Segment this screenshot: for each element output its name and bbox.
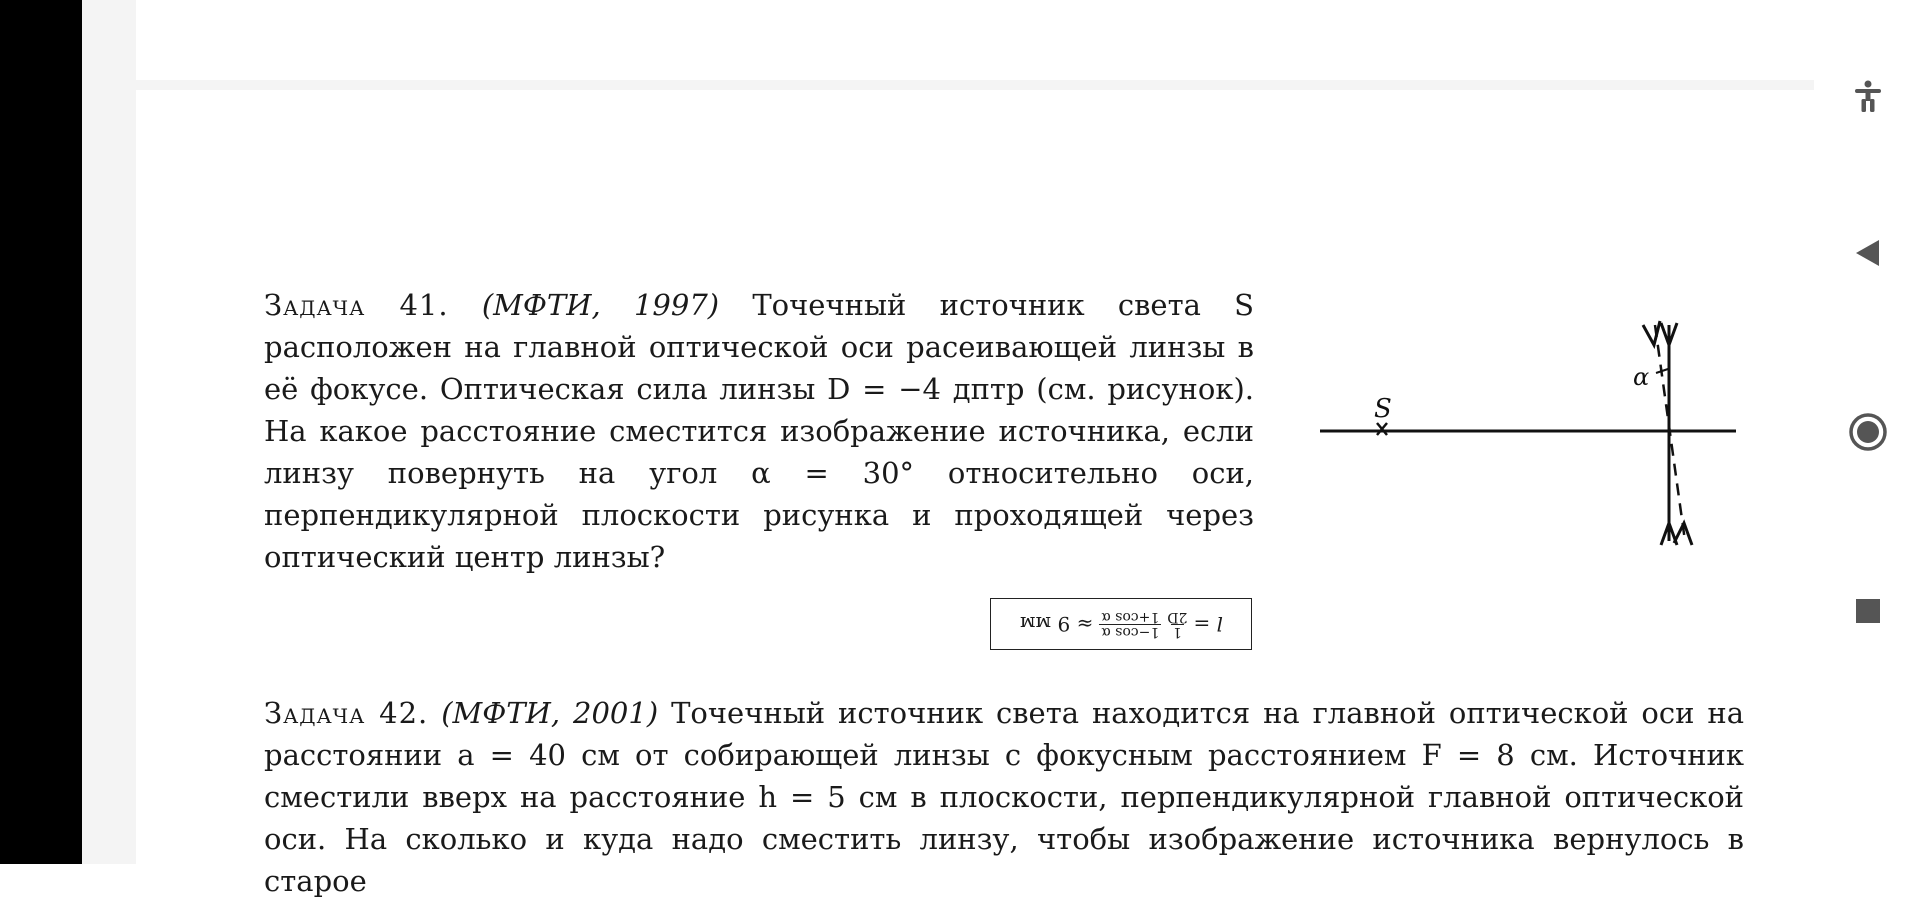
problem-42-text: Точечный источник света находится на главной оптической оси на расстоянии a = 40 см от собирающей линзы с фокусным расстоянием F = 8 см. Источник сместили вверх на расстояние h = 5 см в плоскости, перпендикулярной главной оптической оси. На сколько и куда надо сместить линзу, чтобы изображение источника вернулось в старое (264, 696, 1744, 898)
home-icon (1848, 412, 1888, 452)
problem-42-label: Задача 42. (264, 696, 429, 730)
accessibility-button[interactable] (1846, 74, 1890, 118)
answer-frac-2: 1−cos α 1+cos α (1100, 608, 1159, 640)
previous-page (136, 0, 1814, 80)
back-button[interactable] (1846, 231, 1890, 275)
problem-42 (264, 692, 1744, 902)
problem-42-source: (МФТИ, 2001) (441, 696, 659, 730)
lens-diagram (1310, 305, 1740, 555)
angle-label: α (1633, 363, 1650, 391)
answer-41-formula (1020, 610, 1223, 639)
source-label: S (1374, 394, 1392, 424)
problem-41-text: Точечный источник света S расположен на главной оптической оси расеивающей линзы в её фокусе. Оптическая сила линзы D = −4 дптр (см. рисунок). На какое расстояние сместится изображение источника, если линзу повернуть на угол α = 30° относительно оси, перпендикулярной плоскости рисунка и проходящей через оптический центр линзы? (264, 288, 1255, 574)
answer-lhs: l = (1192, 612, 1223, 636)
problem-41-source: (МФТИ, 1997) (481, 288, 720, 322)
recents-button[interactable] (1846, 589, 1890, 633)
problem-41-label: Задача 41. (264, 288, 449, 322)
answer-rhs: ≈ 9 мм (1019, 612, 1093, 636)
answer-41-box (990, 598, 1252, 650)
source-marker (1377, 423, 1387, 435)
answer-frac-1: 1 2D (1166, 608, 1187, 640)
recents-icon (1854, 597, 1882, 625)
problem-41 (264, 284, 1254, 578)
left-black-bar (0, 0, 82, 864)
accessibility-icon (1851, 79, 1885, 113)
back-icon (1853, 238, 1883, 268)
home-button[interactable] (1846, 410, 1890, 454)
